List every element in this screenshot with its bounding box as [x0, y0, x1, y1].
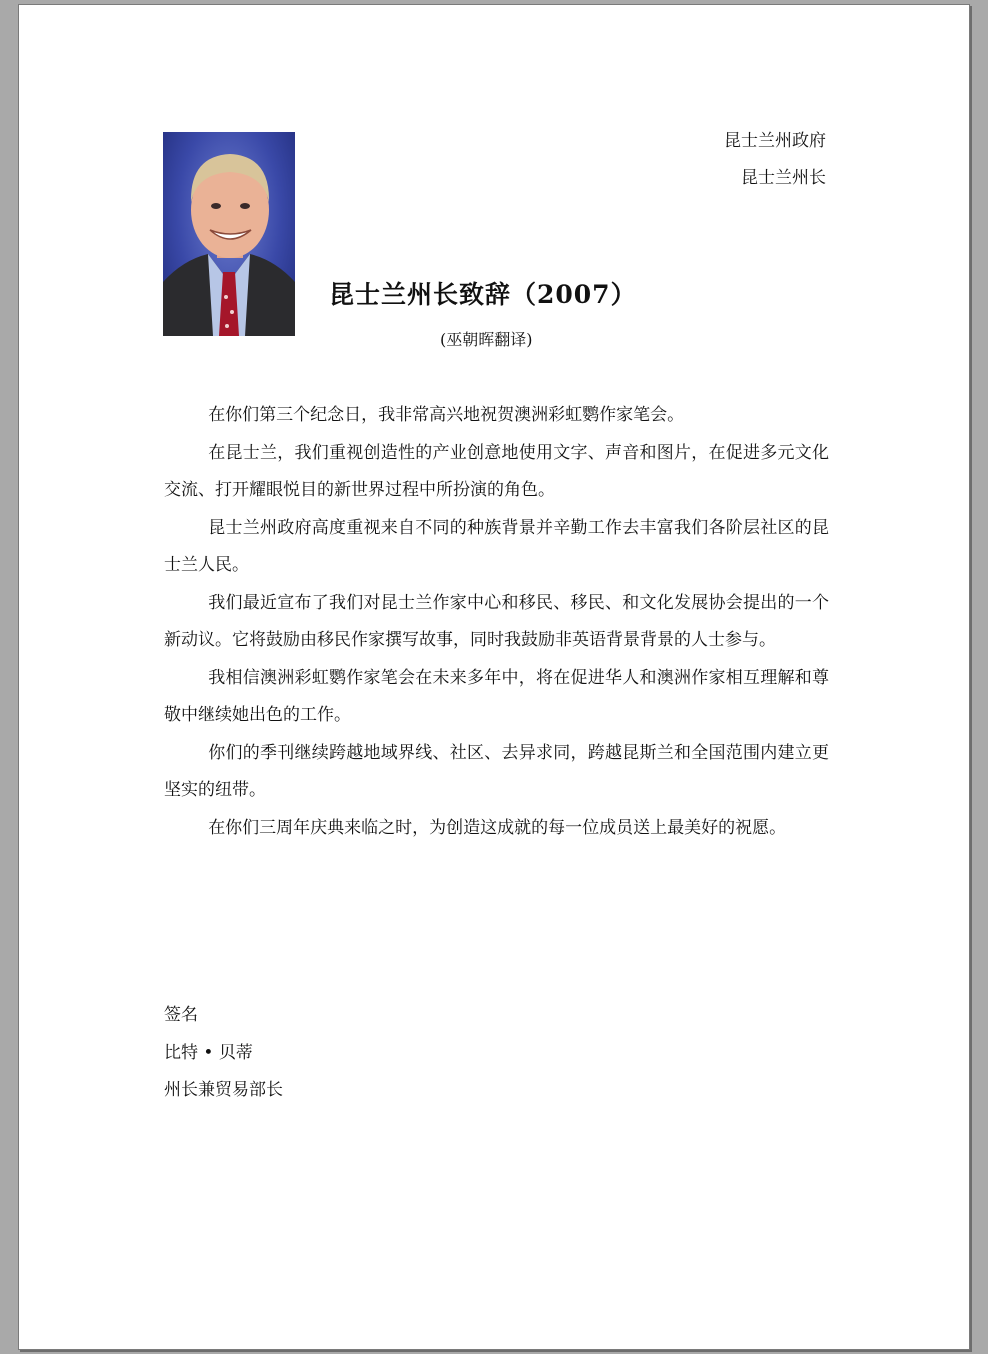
- signature-position: 州长兼贸易部长: [164, 1080, 283, 1100]
- body-text: [164, 397, 829, 847]
- header-block: [724, 123, 826, 197]
- header-role: 昆士兰州长: [741, 168, 826, 188]
- signature-label: 签名: [164, 1005, 198, 1025]
- document-title: 昆士兰州长致辞（2007）: [329, 280, 637, 309]
- portrait-photo: [163, 132, 295, 336]
- signature-block: [164, 997, 283, 1110]
- header-org: 昆士兰州政府: [724, 131, 826, 151]
- paragraph: 我们最近宣布了我们对昆士兰作家中心和移民、移民、和文化发展协会提出的一个新动议。它将鼓励由移民作家撰写故事，同时我鼓励非英语背景背景的人士参与。: [164, 592, 829, 650]
- paragraph: 我相信澳洲彩虹鹦作家笔会在未来多年中，将在促进华人和澳洲作家相互理解和尊敬中继续她出色的工作。: [164, 667, 829, 725]
- document-subtitle: (巫朝晖翻译): [440, 330, 533, 349]
- paragraph: 在你们第三个纪念日，我非常高兴地祝贺澳洲彩虹鹦作家笔会。: [208, 405, 685, 425]
- document-page: [18, 4, 970, 1350]
- paragraph: 在你们三周年庆典来临之时，为创造这成就的每一位成员送上最美好的祝愿。: [208, 817, 787, 838]
- paragraph: 在昆士兰，我们重视创造性的产业创意地使用文字、声音和图片，在促进多元文化交流、打开耀眼悦目的新世界过程中所扮演的角色。: [164, 442, 829, 500]
- signature-name: 比特 • 贝蒂: [164, 1042, 253, 1063]
- paragraph: 你们的季刊继续跨越地域界线、社区、去异求同，跨越昆斯兰和全国范围内建立更坚实的纽带。: [164, 742, 829, 800]
- paragraph: 昆士兰州政府高度重视来自不同的种族背景并辛勤工作去丰富我们各阶层社区的昆士兰人民。: [164, 517, 829, 575]
